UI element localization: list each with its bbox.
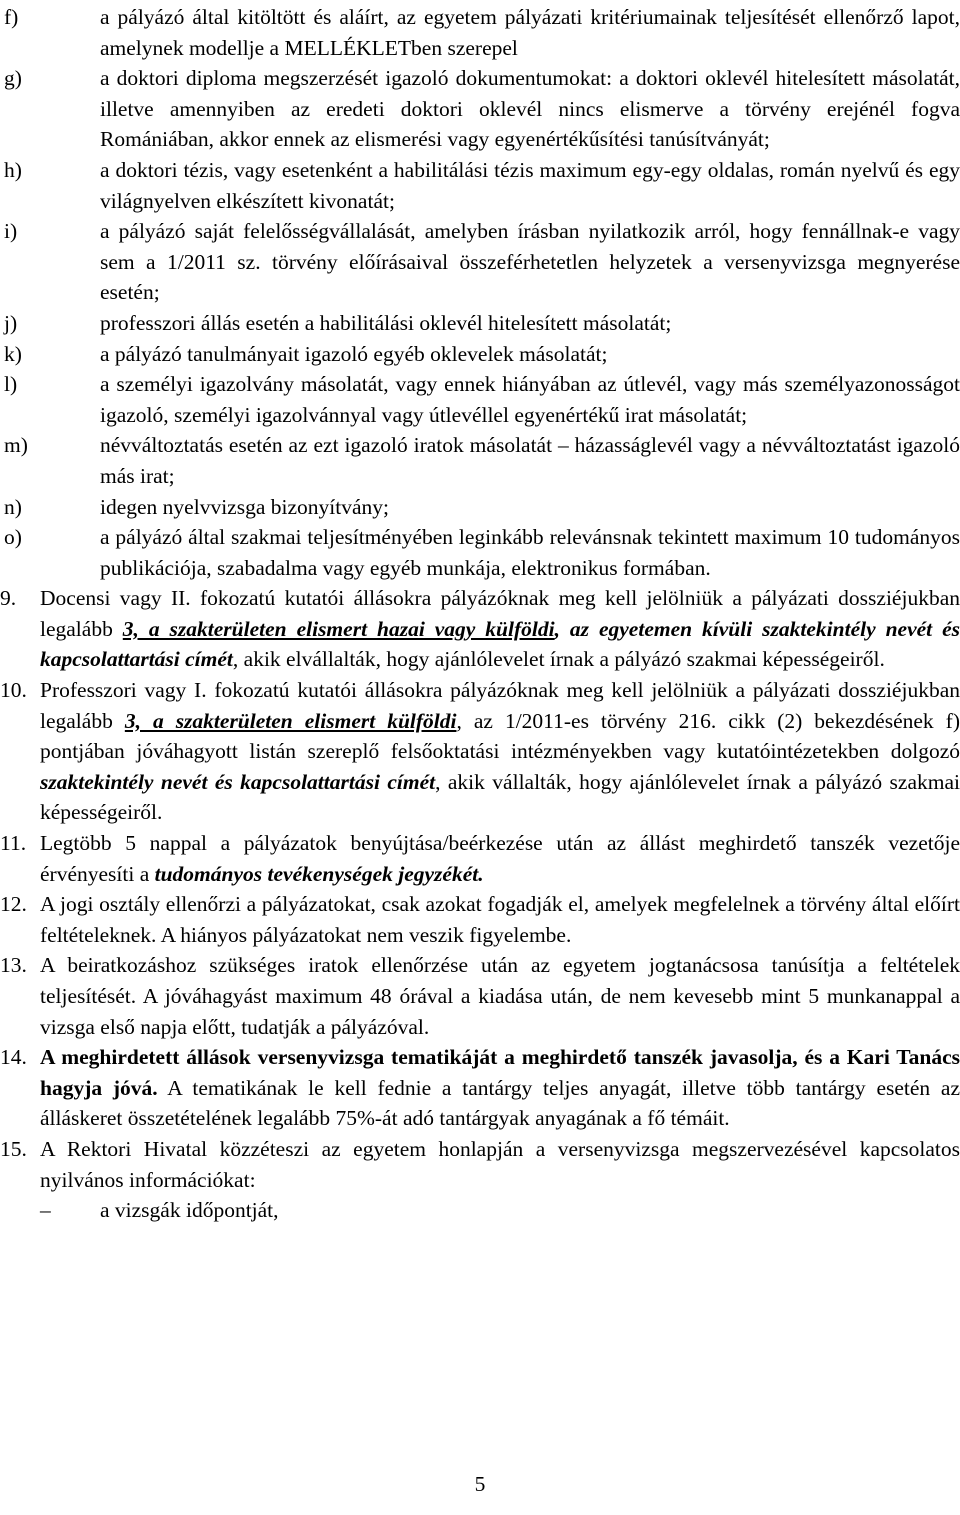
list-marker: g) bbox=[4, 66, 22, 91]
item-text: a vizsgák időpontját, bbox=[100, 1198, 279, 1223]
list-item-text: névváltoztatás esetén az ezt igazoló iratok másolatát – házasságlevél vagy a névváltoztatást igazoló más irat; bbox=[100, 433, 960, 488]
item-text: , akik elvállalták, hogy ajánlólevelet írnak a pályázó szakmai képességeiről. bbox=[232, 647, 885, 672]
list-marker: 11. bbox=[0, 831, 27, 856]
list-item-text: professzori állás esetén a habilitálási oklevél hitelesített másolatát; bbox=[100, 310, 672, 335]
numbered-item-12 bbox=[0, 889, 960, 950]
emphasis-text: szaktekintély nevét és kapcsolattartási címét bbox=[40, 769, 436, 794]
list-item-text: a személyi igazolvány másolatát, vagy ennek hiányában az útlevél, vagy más személyazonosságot igazoló, személyi igazolvánnyal vagy útlevéllel egyenértékű irat másolatát; bbox=[100, 372, 960, 427]
list-marker: n) bbox=[4, 494, 22, 519]
list-marker: k) bbox=[4, 341, 22, 366]
list-item-o bbox=[0, 522, 960, 583]
list-marker: 14. bbox=[0, 1045, 27, 1070]
list-item-m bbox=[0, 430, 960, 491]
list-item-text: a doktori diploma megszerzését igazoló dokumentumokat: a doktori oklevél hitelesített másolatát, illetve amennyiben az eredeti doktori oklevél nincs elismerve a törvény erejénél fogva Romániában, akkor ennek az elismerési vagy egyenértékűsítési tanúsítványát; bbox=[100, 66, 960, 152]
emphasis-text: , az egyetemen kívüli szaktekintély nevét és kapcsolattartási címét bbox=[40, 616, 960, 672]
dash-marker: – bbox=[40, 1198, 51, 1223]
list-item-n bbox=[0, 492, 960, 523]
item-text: A tematikának le kell fednie a tantárgy teljes anyagát, illetve több tantárgy esetén az álláskeret összetételének legalább 75%-át adó tantárgyak anyagának a fő témáit. bbox=[40, 1075, 960, 1131]
dash-item bbox=[0, 1195, 960, 1226]
list-item-f bbox=[0, 2, 960, 63]
numbered-item-9 bbox=[0, 583, 960, 675]
list-marker: j) bbox=[4, 310, 18, 335]
item-text: Docensi vagy II. fokozatú kutatói állásokra pályázóknak meg kell jelölniük a pályázati dossziéjukban legalább bbox=[40, 586, 960, 641]
list-item-text: idegen nyelvvizsga bizonyítvány; bbox=[100, 494, 389, 519]
list-marker: l) bbox=[4, 372, 18, 397]
item-text: Legtöbb 5 nappal a pályázatok benyújtása/beérkezése után az állást meghirdető tanszék vezetője érvényesíti a bbox=[40, 831, 960, 886]
document-page bbox=[0, 2, 960, 1226]
list-item-text: a pályázó által kitöltött és aláírt, az egyetem pályázati kritériumainak teljesítését ellenőrző lapot, amelynek modellje a MELLÉKLETben szerepel bbox=[100, 5, 960, 60]
list-item-text: a pályázó által szakmai teljesítményében leginkább relevánsnak tekintett maximum 10 tudományos publikációja, szabadalma vagy egyéb munkája, elektronikus formában. bbox=[100, 525, 960, 580]
numbered-item-13 bbox=[0, 950, 960, 1042]
emphasis-text: 3, a szakterületen elismert külföldi bbox=[124, 708, 457, 733]
numbered-item-10 bbox=[0, 675, 960, 828]
item-text: , akik vállalták, hogy ajánlólevelet írnak a pályázó szakmai képességeiről. bbox=[40, 769, 960, 825]
list-marker: f) bbox=[4, 5, 19, 29]
list-item-l bbox=[0, 369, 960, 430]
numbered-item-14 bbox=[0, 1042, 960, 1134]
numbered-item-15 bbox=[0, 1134, 960, 1195]
list-marker: i) bbox=[4, 219, 18, 244]
emphasis-text: 3, a szakterületen elismert hazai vagy külföldi bbox=[122, 616, 555, 641]
item-text: A Rektori Hivatal közzéteszi az egyetem honlapján a versenyvizsga megszervezésével kapcsolatos nyilvános információkat: bbox=[40, 1136, 960, 1192]
list-marker: h) bbox=[4, 157, 22, 182]
list-item-text: a pályázó saját felelősségvállalását, amelyben írásban nyilatkozik arról, hogy fennállnak-e vagy sem a 1/2011 sz. törvény előírásaival összeférhetetlen helyzetek a versenyvizsga megnyerése esetén; bbox=[100, 219, 960, 305]
list-marker: 15. bbox=[0, 1136, 27, 1161]
numbered-item-11 bbox=[0, 828, 960, 889]
item-text: Professzori vagy I. fokozatú kutatói állásokra pályázóknak meg kell jelölniük a pályázati dossziéjukban legalább bbox=[40, 678, 960, 733]
page-number: 5 bbox=[474, 1472, 486, 1496]
list-item-k bbox=[0, 339, 960, 370]
list-marker: 9. bbox=[0, 586, 17, 611]
list-marker: m) bbox=[4, 433, 28, 458]
list-marker: o) bbox=[4, 525, 22, 550]
list-item-j bbox=[0, 308, 960, 339]
bold-text: A meghirdetett állások versenyvizsga tematikáját a meghirdető tanszék javasolja, és a Kari Tanács hagyja jóvá. bbox=[40, 1045, 960, 1100]
list-item-i bbox=[0, 216, 960, 308]
list-marker: 12. bbox=[0, 892, 27, 917]
list-item-g bbox=[0, 63, 960, 155]
emphasis-text: tudományos tevékenységek jegyzékét. bbox=[154, 861, 484, 886]
item-text: , az 1/2011-es törvény 216. cikk (2) bekezdésének f) pontjában jóváhagyott listán szereplő felsőoktatási intézményekben vagy kutatóintézetekben dolgozó bbox=[40, 708, 960, 764]
list-marker: 13. bbox=[0, 953, 27, 978]
list-item-text: a pályázó tanulmányait igazoló egyéb oklevelek másolatát; bbox=[100, 341, 608, 366]
item-text: A jogi osztály ellenőrzi a pályázatokat, csak azokat fogadják el, amelyek megfelelnek a törvény által előírt feltételeknek. A hiányos pályázatokat nem veszik figyelembe. bbox=[40, 892, 960, 947]
list-item-text: a doktori tézis, vagy esetenként a habilitálási tézis maximum egy-egy oldalas, román nyelvű és egy világnyelven elkészített kivonatát; bbox=[100, 157, 960, 213]
list-marker: 10. bbox=[0, 678, 27, 703]
list-item-h bbox=[0, 155, 960, 216]
item-text: A beiratkozáshoz szükséges iratok ellenőrzése után az egyetem jogtanácsosa tanúsítja a feltételek teljesítését. A jóváhagyást maximum 48 órával a kiadása után, de nem kevesebb mint 5 munkanappal a vizsga első napja előtt, tudatják a pályázóval. bbox=[40, 953, 960, 1039]
